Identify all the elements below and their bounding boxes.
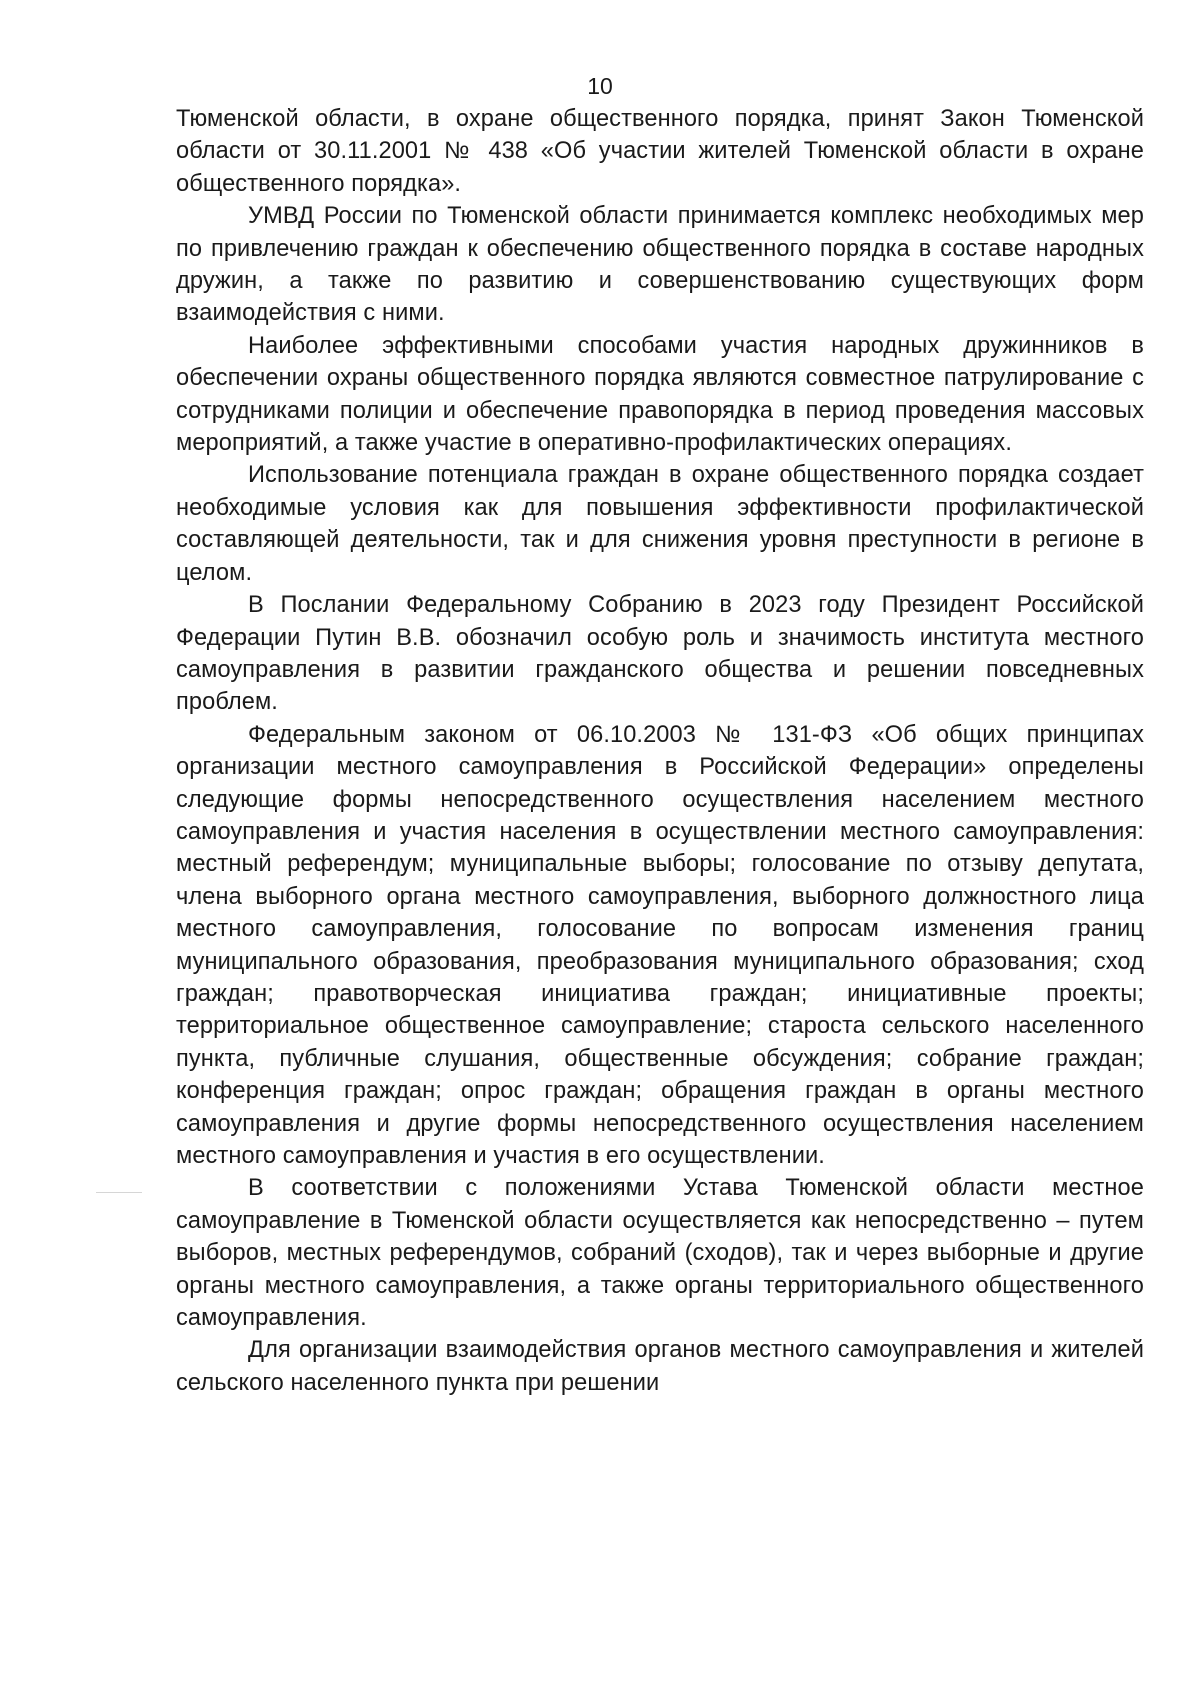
paragraph: Федеральным законом от 06.10.2003 № 131-ФЗ «Об общих принципах организации местного самоуправления в Российской Федерации» определены следующие формы непосредственного осуществления населением местного самоуправления и участия населения в осуществлении местного самоуправления: местный референдум; муниципальные выборы; голосование по отзыву депутата, члена выборного органа местного самоуправления, выборного должностного лица местного самоуправления, голосование по вопросам изменения границ муниципального образования, преобразования муниципального образования; сход граждан; правотворческая инициатива граждан; инициативные проекты; территориальное общественное самоуправление; староста сельского населенного пункта, публичные слушания, общественные обсуждения; собрание граждан; конференция граждан; опрос граждан; обращения граждан в органы местного самоуправления и другие формы непосредственного осуществления населением местного самоуправления и участия в его осуществлении.	[176, 721, 1144, 1169]
scan-artifact-line	[96, 1192, 142, 1193]
paragraph: УМВД России по Тюменской области принимается комплекс необходимых мер по привлечению граждан к обеспечению общественного порядка в составе народных дружин, а также по развитию и совершенствованию существующих форм взаимодействия с ними.	[176, 203, 1144, 327]
paragraph: Наиболее эффективными способами участия народных дружинников в обеспечении охраны общественного порядка являются совместное патрулирование с сотрудниками полиции и обеспечение правопорядка в период проведения массовых мероприятий, а также участие в оперативно-профилактических операциях.	[176, 332, 1144, 457]
paragraph-continued: Для организации взаимодействия органов местного самоуправления и жителей сельского населенного пункта при решении	[176, 1337, 1144, 1396]
paragraph-continuation: Тюменской области, в охране общественного порядка, принят Закон Тюменской области от 30.11.2001 № 438 «Об участии жителей Тюменской области в охране общественного порядка».	[176, 106, 1144, 197]
paragraph: В соответствии с положениями Устава Тюменской области местное самоуправление в Тюменской области осуществляется как непосредственно – путем выборов, местных референдумов, собраний (сходов), так и через выборные и другие органы местного самоуправления, а также органы территориального общественного самоуправления.	[176, 1175, 1144, 1332]
document-body	[176, 103, 1144, 1399]
paragraph: В Послании Федеральному Собранию в 2023 году Президент Российской Федерации Путин В.В. обозначил особую роль и значимость института местного самоуправления в развитии гражданского общества и решении повседневных проблем.	[176, 592, 1144, 716]
page-number: 10	[587, 73, 613, 99]
paragraph: Использование потенциала граждан в охране общественного порядка создает необходимые условия как для повышения эффективности профилактической составляющей деятельности, так и для снижения уровня преступности в регионе в целом.	[176, 462, 1144, 586]
